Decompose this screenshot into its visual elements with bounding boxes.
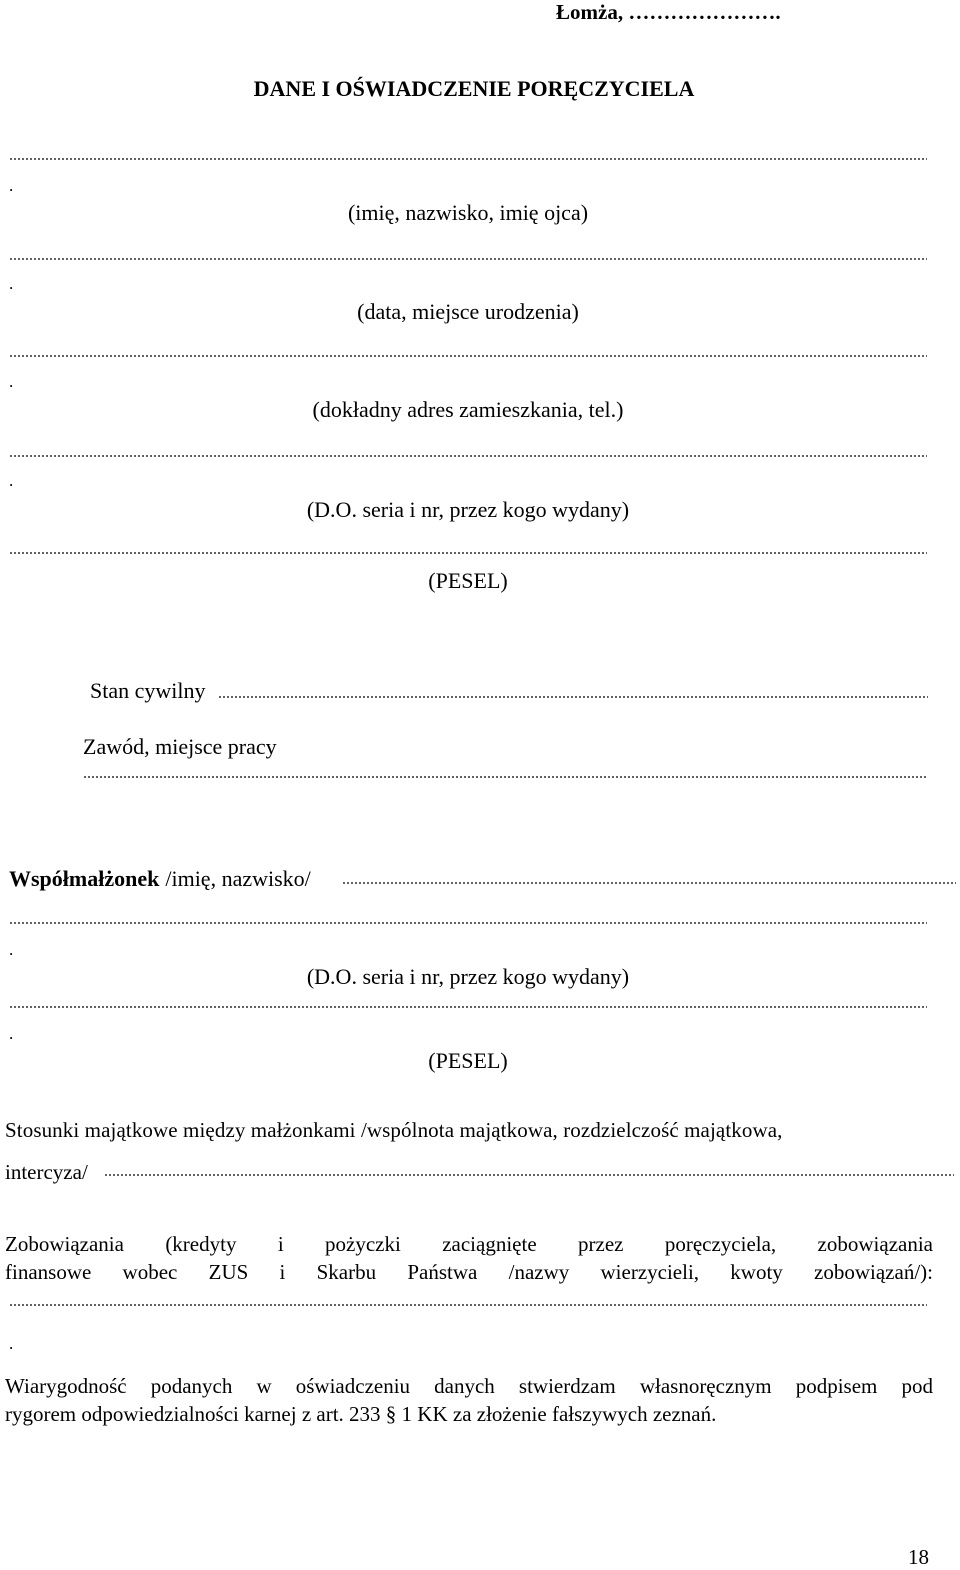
line-end-dot: . [9,274,14,293]
occupation-fill-line[interactable] [83,774,928,780]
line-end-dot: . [9,940,14,959]
property-relations-fill-line[interactable] [104,1172,954,1178]
name-fill-line[interactable] [9,156,927,162]
spouse-label-bold: Współmałżonek [9,866,160,891]
id-fill-line[interactable] [9,453,927,459]
address-fill-line[interactable] [9,353,927,359]
spouse-name-fill-line-2[interactable] [9,920,927,926]
birth-caption: (data, miejsce urodzenia) [357,299,579,324]
line-end-dot: . [9,1334,14,1353]
liabilities-fill-line[interactable] [9,1302,927,1308]
spouse-id-caption: (D.O. seria i nr, przez kogo wydany) [306,964,630,989]
page-title: DANE I OŚWIADCZENIE PORĘCZYCIELA [253,76,695,101]
marital-status-fill-line[interactable] [218,694,928,700]
spouse-pesel-caption: (PESEL) [428,1048,508,1073]
spouse-label [9,866,311,892]
declaration-text-2: rygorem odpowiedzialności karnej z art. 233 § 1 KK za złożenie fałszywych zeznań. [5,1402,717,1426]
spouse-id-fill-line[interactable] [9,1004,927,1010]
birth-fill-line[interactable] [9,256,927,262]
line-end-dot: . [9,1024,14,1043]
pesel-caption: (PESEL) [428,568,508,593]
line-end-dot: . [9,176,14,195]
property-relations-text-2: intercyza/ [5,1160,88,1184]
name-caption: (imię, nazwisko, imię ojca) [347,200,589,225]
pesel-fill-line[interactable] [9,550,927,556]
place-date: Łomża, …………………. [556,0,781,24]
page-number: 18 [908,1545,929,1569]
spouse-label-rest: /imię, nazwisko/ [165,866,311,891]
liabilities-text-2: finansowe wobec ZUS i Skarbu Państwa /nazwy wierzycieli, kwoty zobowiązań/): [5,1260,933,1284]
address-caption: (dokładny adres zamieszkania, tel.) [312,397,624,422]
liabilities-text: Zobowiązania (kredyty i pożyczki zaciągnięte przez poręczyciela, zobowiązania [5,1232,933,1256]
declaration-text: Wiarygodność podanych w oświadczeniu danych stwierdzam własnoręcznym podpisem pod [5,1374,933,1398]
marital-status-label: Stan cywilny [90,678,206,703]
property-relations-text: Stosunki majątkowe między małżonkami /wspólnota majątkowa, rozdzielczość majątkowa, [5,1118,783,1142]
id-caption: (D.O. seria i nr, przez kogo wydany) [306,497,630,522]
spouse-name-fill-line[interactable] [342,880,956,886]
line-end-dot: . [9,372,14,391]
occupation-label: Zawód, miejsce pracy [83,734,277,759]
line-end-dot: . [9,471,14,490]
